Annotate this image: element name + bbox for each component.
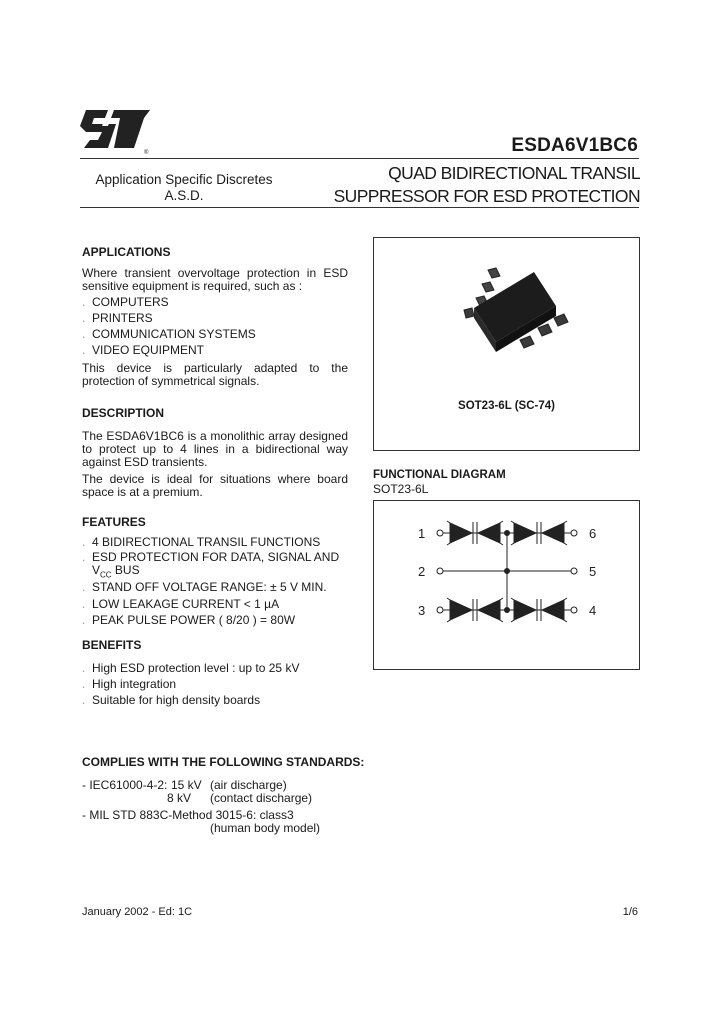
list-item: . COMPUTERS [82, 295, 169, 309]
applications-heading: APPLICATIONS [82, 245, 171, 259]
iec-desc-air: (air discharge) [210, 778, 287, 792]
document-title [334, 162, 640, 208]
header-rule [80, 158, 639, 159]
benefits-heading: BENEFITS [82, 638, 142, 652]
title-rule [80, 207, 639, 208]
description-heading: DESCRIPTION [82, 406, 165, 420]
pin-label-3: 3 [418, 603, 426, 618]
list-item: . LOW LEAKAGE CURRENT < 1 µA [82, 597, 280, 611]
pin-label-6: 6 [589, 526, 597, 541]
st-logo [80, 106, 152, 156]
list-item: . COMMUNICATION SYSTEMS [82, 327, 256, 341]
iec-prefix: - IEC61000-4-2: [82, 778, 168, 792]
functional-diagram-heading: FUNCTIONAL DIAGRAM [373, 469, 506, 481]
list-item: . STAND OFF VOLTAGE RANGE: ± 5 V MIN. [82, 580, 327, 594]
list-item: . High ESD protection level : up to 25 kV [82, 661, 300, 675]
svg-text:®: ® [144, 150, 149, 156]
standards-heading: COMPLIES WITH THE FOLLOWING STANDARDS: [82, 755, 365, 769]
description-para1: The ESDA6V1BC6 is a monolithic array designed to protect up to 4 lines in a bidirectional way against ESD transients. [82, 429, 348, 469]
list-item: . PEAK PULSE POWER ( 8/20 ) = 80W [82, 613, 296, 627]
functional-diagram-box [373, 500, 640, 670]
list-item: . PRINTERS [82, 311, 153, 325]
applications-note: This device is particularly adapted to the protection of symmetrical signals. [82, 361, 348, 388]
title-line2: SUPPRESSOR FOR ESD PROTECTION [333, 186, 640, 206]
list-item: . High integration [82, 677, 177, 691]
iec-value-contact: 8 kV [166, 791, 191, 805]
part-number: ESDA6V1BC6 [511, 135, 638, 156]
pin-label-4: 4 [589, 603, 597, 618]
description-para2: The device is ideal for situations where board space is at a premium. [82, 472, 348, 499]
functional-diagram [374, 501, 639, 669]
list-item: . ESD PROTECTION FOR DATA, SIGNAL AND $V_{CC}$ BUS [82, 550, 340, 580]
footer-date: January 2002 - Ed: 1C [82, 906, 193, 918]
features-heading: FEATURES [82, 515, 146, 529]
category-line1: Application Specific Discretes [95, 172, 273, 187]
list-item: . VIDEO EQUIPMENT [82, 343, 205, 357]
package-box [373, 237, 640, 451]
pin-label-1: 1 [418, 526, 426, 541]
list-item: . Suitable for high density boards [82, 693, 261, 707]
mil-desc: (human body model) [210, 821, 321, 835]
category-line2: A.S.D. [164, 188, 204, 203]
sot23-package-image [454, 258, 574, 363]
page-number: 1/6 [622, 906, 638, 918]
title-line1: QUAD BIDIRECTIONAL TRANSIL [388, 163, 640, 183]
package-caption: SOT23-6L (SC-74) [458, 400, 555, 412]
functional-diagram-subheading: SOT23-6L [373, 482, 429, 496]
iec-value-air: 15 kV [171, 778, 202, 792]
applications-intro: Where transient overvoltage protection in ESD sensitive equipment is required, such as : [82, 266, 348, 293]
mil-line: - MIL STD 883C-Method 3015-6: class3 [82, 808, 294, 822]
pin-label-2: 2 [418, 564, 426, 579]
iec-desc-contact: (contact discharge) [210, 791, 313, 805]
category-block [78, 172, 290, 204]
list-item: . 4 BIDIRECTIONAL TRANSIL FUNCTIONS [82, 535, 321, 549]
pin-label-5: 5 [589, 564, 597, 579]
